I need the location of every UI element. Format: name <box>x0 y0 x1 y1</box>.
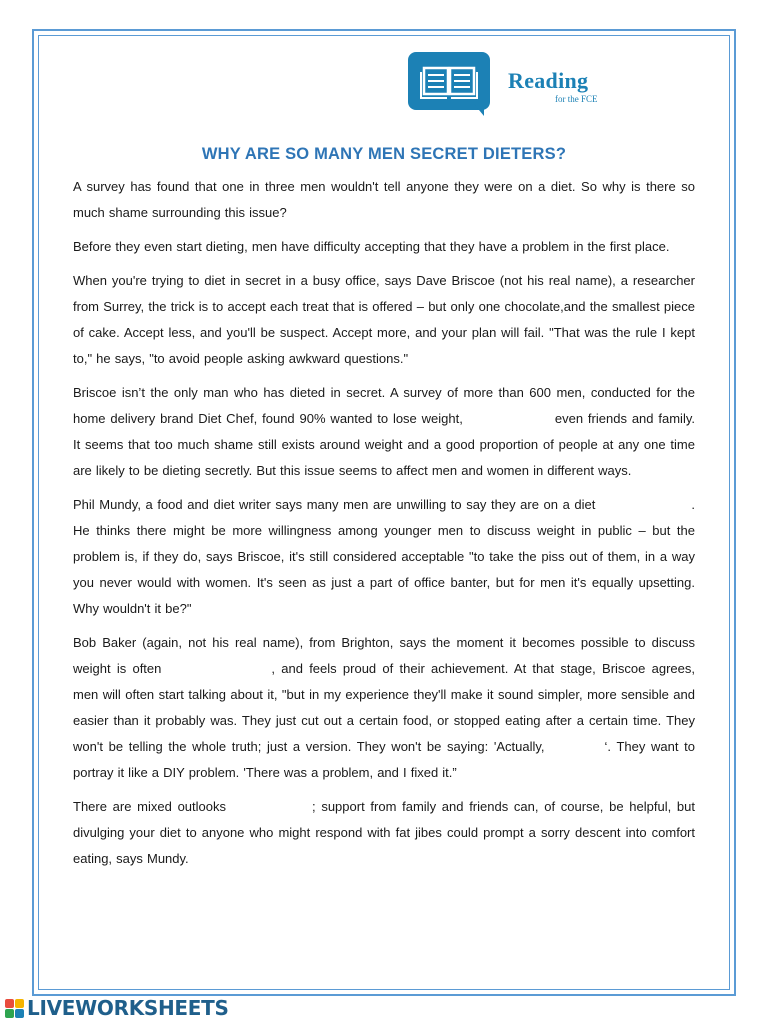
paragraph-text: Bob Baker (again, not his real name), from Brighton, says the moment it becomes possible to discuss weight is often <box>73 635 695 676</box>
liveworksheets-brand[interactable]: LIVEWORKSHEETS <box>27 996 229 1020</box>
paragraph: When you're trying to diet in secret in a busy office, says Dave Briscoe (not his real name), a researcher from Surrey, the trick is to accept each treat that is offered – but only one chocolate,and the smallest piece of cake. Accept less, and you'll be suspect. Accept more, and your plan will fail. "That was the rule I kept to," he says, "to avoid people asking awkward questions." <box>73 273 695 366</box>
paragraph-text: . He thinks there might be more willingness among younger men to discuss weight in public – but the problem is, if they do, says Briscoe, it's still considered acceptable "to take the piss out of them, in a way you never would with women. It's seen as just a part of office banter, but for men it's equally upsetting. Why wouldn't it be?" <box>73 497 695 616</box>
paragraph-text: , and feels proud of their achievement. At that stage, Briscoe agrees, men will often start talking about it, "but in my experience they'll make it sound simpler, more sensible and easier than it probably was. They just cut out a certain food, or stopped eating after a certain time. They won't be telling the whole truth; just a version. They won't be saying: 'Actually, <box>73 661 695 754</box>
paragraph-text: even friends and family. It seems that too much shame still exists around weight and a good proportion of people at any one time are likely to be dieting secretly. But this issue seems to affect men and women in different ways. <box>73 411 695 478</box>
paragraph-text: ; support from family and friends can, of course, be helpful, but divulging your diet to anyone who might respond with fat jibes could prompt a sorry descent into comfort eating, says Mundy. <box>73 799 695 866</box>
paragraph <box>73 492 695 622</box>
logo-subtitle: for the FCE <box>555 94 598 104</box>
paragraph <box>73 380 695 484</box>
paragraph: Before they even start dieting, men have difficulty accepting that they have a problem in the first place. <box>73 239 670 254</box>
paragraph: A survey has found that one in three men wouldn't tell anyone they were on a diet. So why is there so much shame surrounding this issue? <box>73 179 695 220</box>
liveworksheets-logo-icon <box>5 999 25 1019</box>
paragraph-text: Phil Mundy, a food and diet writer says many men are unwilling to say they are on a diet <box>73 497 596 512</box>
paragraph <box>73 794 695 872</box>
speech-bubble <box>408 52 490 110</box>
paragraph-text: ‘. They want to portray it like a DIY problem. 'There was a problem, and I fixed it.” <box>73 739 695 780</box>
reading-logo <box>408 52 628 132</box>
paragraph-text: Briscoe isn’t the only man who has dieted in secret. A survey of more than 600 men, conducted for the home delivery brand Diet Chef, found 90% wanted to lose weight, <box>73 385 695 426</box>
speech-bubble-tail <box>474 104 484 116</box>
article-body <box>73 174 695 880</box>
paragraph-text: There are mixed outlooks <box>73 799 226 814</box>
paragraph <box>73 630 695 786</box>
article-title: WHY ARE SO MANY MEN SECRET DIETERS? <box>201 145 567 163</box>
open-book-icon <box>420 62 478 100</box>
logo-title: Reading <box>508 68 589 93</box>
footer <box>5 995 305 1021</box>
